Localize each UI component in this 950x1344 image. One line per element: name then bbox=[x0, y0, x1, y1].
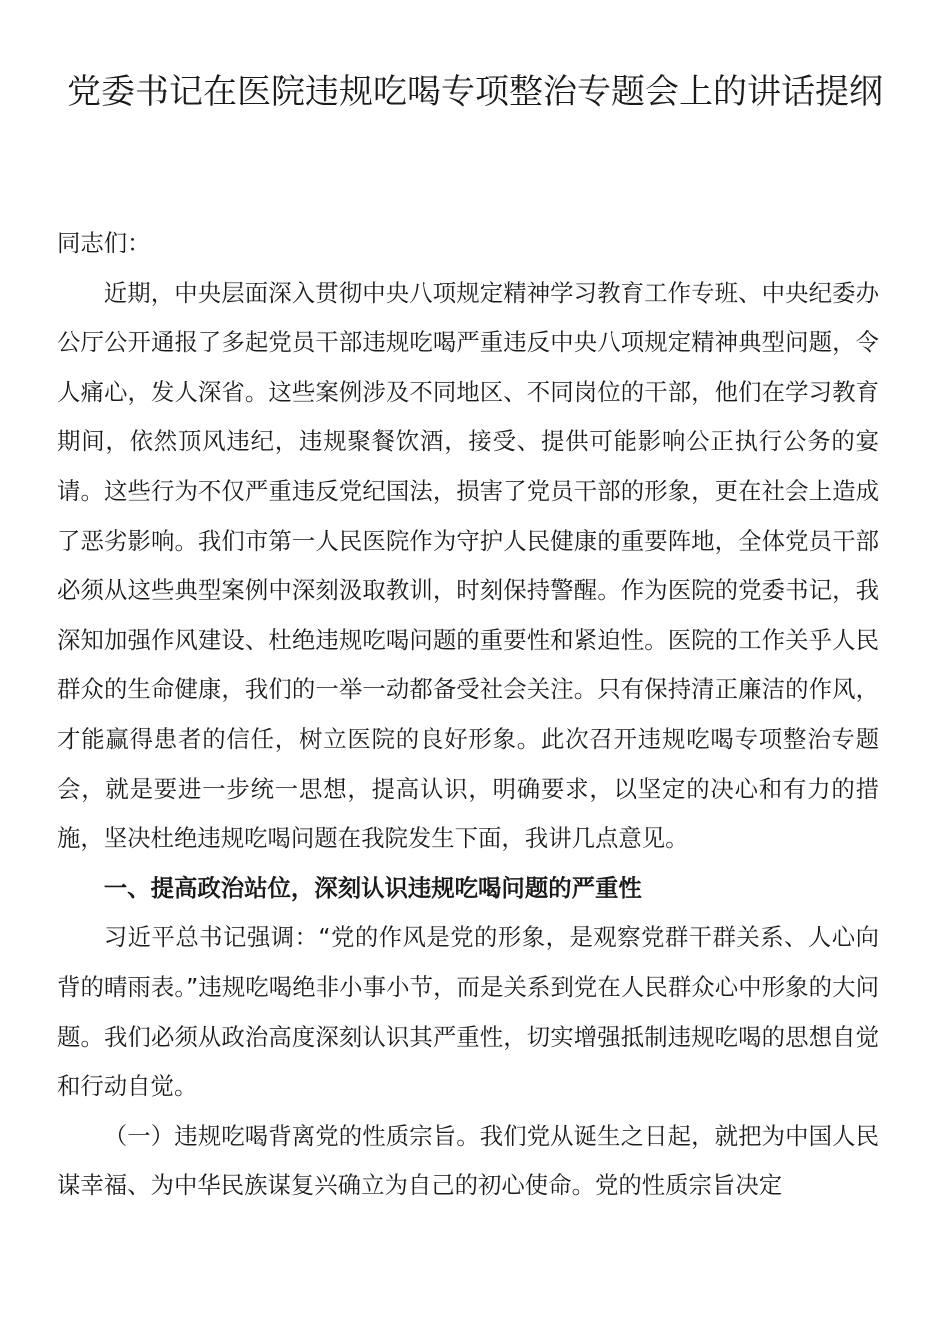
subsection-1-paragraph: （一）违规吃喝背离党的性质宗旨。我们党从诞生之日起，就把为中国人民谋幸福、为中华民族谋复兴确立为自己的初心使命。党的性质宗旨决定 bbox=[57, 1121, 879, 1200]
section-1-paragraph: 习近平总书记强调：“党的作风是党的形象，是观察党群干群关系、人心向背的晴雨表。”违规吃喝绝非小事小节，而是关系到党在人民群众心中形象的大问题。我们必须从政治高度深刻认识其严重性，切实增强抵制违规吃喝的思想自觉和行动自觉。 bbox=[57, 923, 879, 1101]
intro-paragraph: 近期，中央层面深入贯彻中央八项规定精神学习教育工作专班、中央纪委办公厅公开通报了多起党员干部违规吃喝严重违反中央八项规定精神典型问题，令人痛心，发人深省。这些案例涉及不同地区、不同岗位的干部，他们在学习教育期间，依然顶风违纪，违规聚餐饮酒，接受、提供可能影响公正执行公务的宴请。这些行为不仅严重违反党纪国法，损害了党员干部的形象，更在社会上造成了恶劣影响。我们市第一人民医院作为守护人民健康的重要阵地，全体党员干部必须从这些典型案例中深刻汲取教训，时刻保持警醒。作为医院的党委书记，我深知加强作风建设、杜绝违规吃喝问题的重要性和紧迫性。医院的工作关乎人民群众的生命健康，我们的一举一动都备受社会关注。只有保持清正廉洁的作风，才能赢得患者的信任，树立医院的良好形象。此次召开违规吃喝专项整治专题会，就是要进一步统一思想，提高认识，明确要求，以坚定的决心和有力的措施，坚决杜绝违规吃喝问题在我院发生下面，我讲几点意见。 bbox=[57, 278, 879, 853]
document-title: 党委书记在医院违规吃喝专项整治专题会上的讲话提纲 bbox=[67, 72, 883, 112]
section-1-heading: 一、提高政治站位，深刻认识违规吃喝问题的严重性 bbox=[103, 873, 642, 902]
salutation: 同志们： bbox=[57, 229, 151, 257]
document-body bbox=[57, 219, 879, 1211]
